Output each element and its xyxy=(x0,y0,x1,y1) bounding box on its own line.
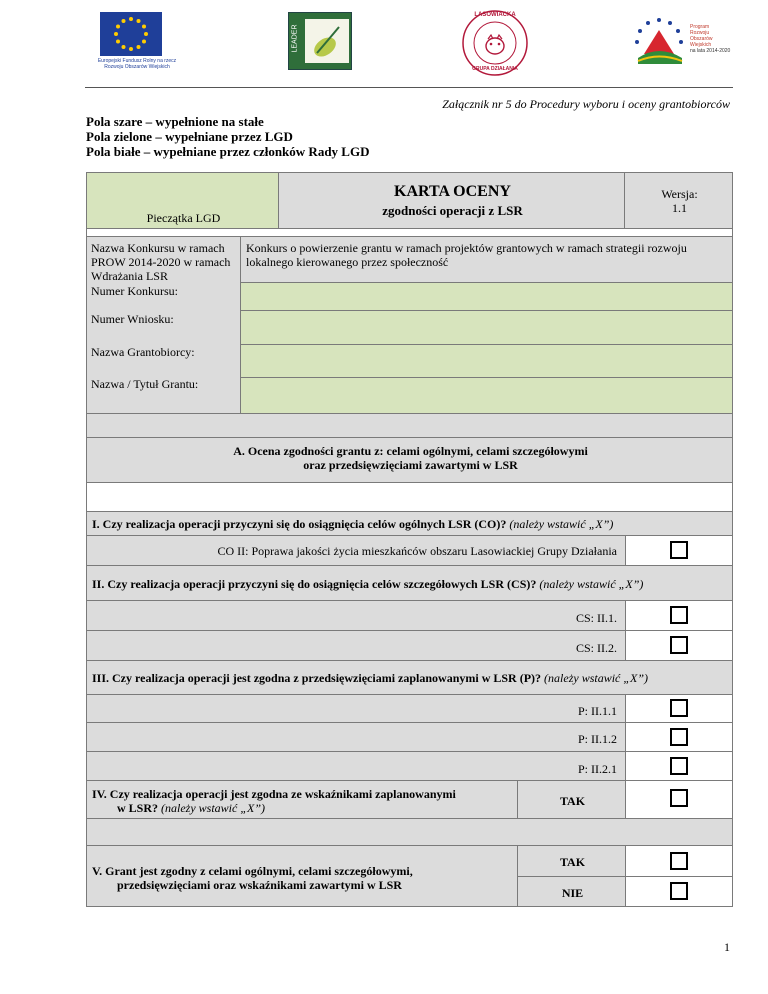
question-1-label: I. Czy realizacja operacji przyczyni się do osiągnięcia celów ogólnych LSR (CO)? xyxy=(92,517,507,531)
question-2-item-1: CS: II.1. xyxy=(575,611,617,625)
question-4-line-2-wrap xyxy=(117,801,517,815)
question-2-hint: (należy wstawić „X”) xyxy=(539,577,644,591)
question-1-header xyxy=(86,511,733,536)
question-1-item: CO II: Poprawa jakości życia mieszkańców obszaru Lasowiackiej Grupy Działania xyxy=(217,544,617,558)
grantee-name-label: Nazwa Grantobiorcy: xyxy=(91,345,195,359)
question-3-item-1-row xyxy=(86,694,626,723)
eu-logo xyxy=(88,12,188,74)
prow-line-3: Obszarów xyxy=(690,36,713,42)
prow-logo xyxy=(630,14,734,72)
prow-line-5: na lata 2014-2020 xyxy=(690,48,731,54)
competition-label: Nazwa Konkursu w ramach PROW 2014-2020 w ramach Wdrażania LSR xyxy=(91,241,231,283)
section-a-line-1: A. Ocena zgodności grantu z: celami ogólnymi, celami szczegółowymi xyxy=(233,444,588,458)
question-2-checkbox-1[interactable] xyxy=(670,606,688,624)
grant-title-field[interactable] xyxy=(240,377,733,414)
header-divider xyxy=(85,87,733,88)
legend-green: Pola zielone – wypełniane przez LGD xyxy=(86,129,293,144)
question-4-line-2: w LSR? xyxy=(117,801,159,815)
question-3-checkbox-2[interactable] xyxy=(670,728,688,746)
stamp-cell xyxy=(86,172,279,229)
prow-line-4: Wiejskich xyxy=(690,42,712,48)
question-5-checkbox-yes[interactable] xyxy=(670,852,688,870)
form-title: KARTA OCENY xyxy=(394,183,511,200)
question-5-header xyxy=(86,845,518,907)
eu-caption: Europejski Fundusz Rolny na rzecz Rozwoju Obszarów Wiejskich xyxy=(97,58,177,70)
question-2-item-1-row xyxy=(86,600,626,631)
spacer-gray-2 xyxy=(86,818,733,846)
question-5-yes-cell xyxy=(517,845,626,877)
question-1-hint: (należy wstawić „X”) xyxy=(509,517,614,531)
question-3-header xyxy=(86,660,733,695)
question-5-no-cell xyxy=(517,876,626,907)
question-2-check-cell-2 xyxy=(625,630,733,661)
question-4-check-cell xyxy=(625,780,733,819)
leader-logo xyxy=(288,12,352,70)
question-3-checkbox-1[interactable] xyxy=(670,699,688,717)
question-1-text xyxy=(92,517,732,531)
question-1-check-cell xyxy=(625,535,733,566)
question-3-check-cell-1 xyxy=(625,694,733,723)
question-3-item-2-row xyxy=(86,722,626,752)
leader-text: LEADER xyxy=(291,24,299,53)
question-4-line-1: IV. Czy realizacja operacji jest zgodna ze wskaźnikami zaplanowanymi xyxy=(92,787,456,801)
prow-emblem-icon xyxy=(630,14,688,68)
competition-value: Konkurs o powierzenie grantu w ramach projektów grantowych w ramach strategii rozwoju lokalnego kierowanego przez społeczność xyxy=(246,241,687,269)
stamp-label: Pieczątka LGD xyxy=(146,211,221,225)
question-4-yes-cell xyxy=(517,780,626,819)
version-value: 1.1 xyxy=(672,201,687,215)
prow-line-2: Rozwoju xyxy=(690,30,710,36)
spacer-white-1 xyxy=(86,482,733,512)
question-3-item-3-row xyxy=(86,751,626,781)
question-5-check-cell-no xyxy=(625,876,733,907)
question-5-line-2: przedsięwzięciami oraz wskaźnikami zawartymi w LSR xyxy=(117,878,402,892)
application-number-label: Numer Wniosku: xyxy=(91,312,174,326)
question-2-text xyxy=(92,577,732,591)
question-3-label: III. Czy realizacja operacji jest zgodna z przedsięwzięciami zaplanowanymi w LSR (P)? xyxy=(92,671,542,685)
question-3-item-2: P: II.1.2 xyxy=(578,732,617,746)
question-5-yes-label: TAK xyxy=(559,855,586,869)
question-3-check-cell-2 xyxy=(625,722,733,752)
question-5-no-label: NIE xyxy=(561,886,584,900)
question-4-header xyxy=(86,780,518,819)
lgd-top-text: LASOWIACKA xyxy=(474,12,516,18)
annex-note: Załącznik nr 5 do Procedury wyboru i oceny grantobiorców xyxy=(442,97,730,111)
question-5-checkbox-no[interactable] xyxy=(670,882,688,900)
question-5-line-1: V. Grant jest zgodny z celami ogólnymi, celami szczegółowymi, xyxy=(92,864,413,878)
question-3-text xyxy=(92,671,732,685)
grantee-name-field[interactable] xyxy=(240,344,733,378)
question-3-item-3: P: II.2.1 xyxy=(578,762,617,776)
question-2-check-cell-1 xyxy=(625,600,733,631)
page-number: 1 xyxy=(724,940,730,954)
question-2-item-2: CS: II.2. xyxy=(575,641,617,655)
question-1-item-row xyxy=(86,535,626,566)
question-3-checkbox-3[interactable] xyxy=(670,757,688,775)
competition-number-field[interactable] xyxy=(240,282,733,311)
question-5-check-cell-yes xyxy=(625,845,733,877)
competition-number-label: Numer Konkursu: xyxy=(91,284,178,298)
question-3-item-1: P: II.1.1 xyxy=(578,704,617,718)
competition-value-cell xyxy=(240,236,733,283)
lgd-bottom-text: GRUPA DZIAŁANIA xyxy=(472,66,518,72)
question-2-item-2-row xyxy=(86,630,626,661)
form-subtitle: zgodności operacji z LSR xyxy=(382,203,523,218)
info-label-column xyxy=(86,236,241,414)
version-label: Wersja: xyxy=(661,187,698,201)
question-3-check-cell-3 xyxy=(625,751,733,781)
lgd-logo xyxy=(460,8,530,78)
question-4-checkbox[interactable] xyxy=(670,789,688,807)
section-a-header xyxy=(86,437,733,483)
application-number-field[interactable] xyxy=(240,310,733,345)
question-4-hint: (należy wstawić „X”) xyxy=(161,801,266,815)
legend-gray: Pola szare – wypełnione na stałe xyxy=(86,114,264,129)
prow-line-1: Program xyxy=(690,24,710,30)
section-a-line-2: oraz przedsięwzięciami zawartymi w LSR xyxy=(303,458,518,472)
title-cell xyxy=(278,172,625,229)
question-3-hint: (należy wstawić „X”) xyxy=(544,671,649,685)
question-1-checkbox[interactable] xyxy=(670,541,688,559)
question-4-yes-label: TAK xyxy=(559,794,586,808)
grant-title-label: Nazwa / Tytuł Grantu: xyxy=(91,377,199,391)
question-2-checkbox-2[interactable] xyxy=(670,636,688,654)
legend-white: Pola białe – wypełniane przez członków Rady LGD xyxy=(86,144,370,159)
spacer-gray-1 xyxy=(86,413,733,438)
version-cell xyxy=(624,172,733,229)
question-2-header xyxy=(86,565,733,601)
eu-flag-icon xyxy=(100,12,162,56)
question-2-label: II. Czy realizacja operacji przyczyni się do osiągnięcia celów szczegółowych LSR (CS)? xyxy=(92,577,537,591)
